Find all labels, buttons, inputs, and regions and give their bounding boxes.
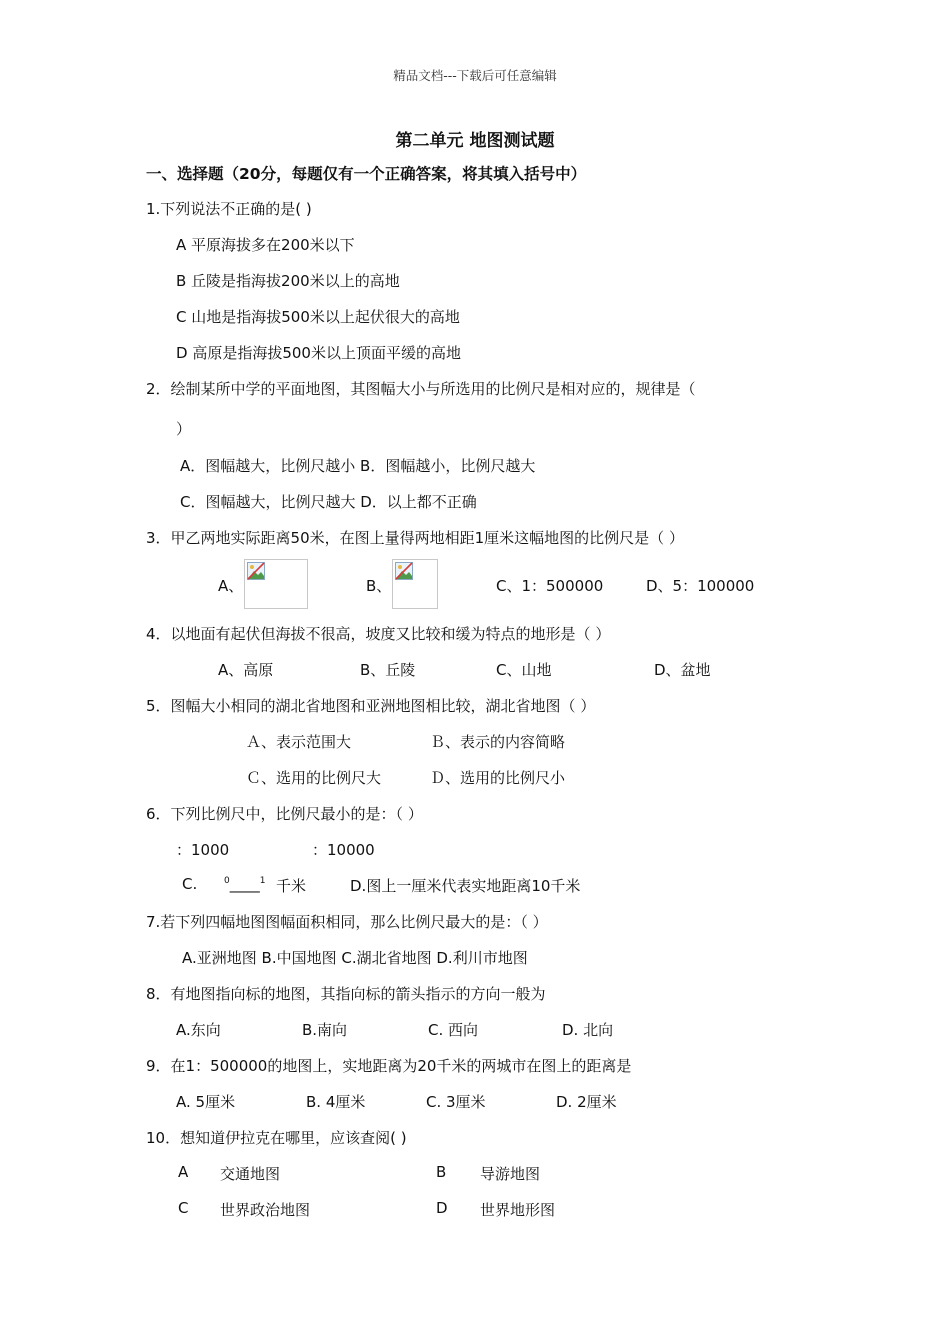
question-9-stem: 9．在1：500000的地图上，实地距离为20千米的两城市在图上的距离是 [146,1057,632,1075]
question-9-option-c: C. 3厘米 [426,1093,486,1111]
question-9-option-d: D. 2厘米 [556,1093,617,1111]
question-6-option-c-scale [224,875,265,893]
question-3-option-c: C、1：500000 [496,577,604,595]
broken-image-icon [395,562,413,580]
question-3-option-a: A、 [218,577,244,595]
question-6-option-c-unit: 千米 [276,877,307,895]
question-8-option-a: A.东向 [176,1021,221,1039]
question-10-option-d: 世界地形图 [480,1201,556,1219]
question-1-option-d: D 高原是指海拔500米以上顶面平缓的高地 [176,344,461,362]
question-3-option-d: D、5：100000 [646,577,755,595]
scale-zero: 0 [224,876,230,886]
question-2-options-ab: A．图幅越大，比例尺越小 B．图幅越小，比例尺越大 [180,457,536,475]
question-2-stem-end: ） [176,420,192,438]
question-6-option-b: ：10000 [312,841,375,859]
question-10-option-c-letter: C [178,1199,189,1217]
question-9-option-a: A. 5厘米 [176,1093,236,1111]
question-7-options: A.亚洲地图 B.中国地图 C.湖北省地图 D.利川市地图 [182,949,528,967]
question-6-option-c-prefix: C. [182,875,198,893]
question-5-stem: 5．图幅大小相同的湖北省地图和亚洲地图相比较，湖北省地图（ ） [146,697,596,715]
scale-one: 1 [259,876,266,886]
question-3-stem: 3．甲乙两地实际距离50米，在图上量得两地相距1厘米这幅地图的比例尺是（ ） [146,529,684,547]
question-1-stem: 1.下列说法不正确的是( ) [146,200,312,218]
page-header: 精品文档---下载后可任意编辑 [393,68,557,83]
question-10-stem: 10．想知道伊拉克在哪里，应该查阅( ) [146,1129,407,1147]
question-8-option-c: C. 西向 [428,1021,479,1039]
question-1-option-b: B 丘陵是指海拔200米以上的高地 [176,272,400,290]
question-5-option-b: Ｂ、表示的内容简略 [430,733,566,751]
question-8-option-b: B.南向 [302,1021,348,1039]
missing-image-b [392,559,438,609]
missing-image-a [244,559,308,609]
question-10-option-d-letter: D [436,1199,448,1217]
question-5-option-a: Ａ、表示范围大 [246,733,352,751]
question-4-option-d: D、盆地 [654,661,711,679]
question-8-stem: 8．有地图指向标的地图，其指向标的箭头指示的方向一般为 [146,985,546,1003]
broken-image-icon [247,562,265,580]
question-6-option-a: ：1000 [176,841,230,859]
question-10-option-b: 导游地图 [480,1165,541,1183]
question-7-stem: 7.若下列四幅地图图幅面积相同，那么比例尺最大的是：（ ） [146,913,548,931]
question-4-option-a: A、高原 [218,661,274,679]
question-3-option-b: B、 [366,577,392,595]
question-10-option-b-letter: B [436,1163,447,1181]
question-10-option-c: 世界政治地图 [220,1201,311,1219]
question-5-option-c: Ｃ、选用的比例尺大 [246,769,382,787]
question-6-option-d: D.图上一厘米代表实地距离10千米 [350,877,581,895]
question-5-option-d: Ｄ、选用的比例尺小 [430,769,566,787]
question-4-stem: 4．以地面有起伏但海拔不很高，坡度又比较和缓为特点的地形是（ ） [146,625,611,643]
question-4-option-b: B、丘陵 [360,661,416,679]
question-8-option-d: D. 北向 [562,1021,614,1039]
question-6-stem: 6．下列比例尺中，比例尺最小的是：（ ） [146,805,423,823]
question-9-option-b: B. 4厘米 [306,1093,366,1111]
question-10-option-a-letter: A [178,1163,189,1181]
scale-bar-line: ____ [229,875,260,893]
question-1-option-a: A 平原海拔多在200米以下 [176,236,355,254]
question-1-option-c: C 山地是指海拔500米以上起伏很大的高地 [176,308,460,326]
section-heading: 一、选择题（20分，每题仅有一个正确答案，将其填入括号中） [146,165,587,183]
question-4-option-c: C、山地 [496,661,552,679]
page-title: 第二单元 地图测试题 [395,131,555,151]
question-10-option-a: 交通地图 [220,1165,281,1183]
question-2-stem: 2．绘制某所中学的平面地图，其图幅大小与所选用的比例尺是相对应的，规律是（ [146,380,696,398]
question-2-options-cd: C．图幅越大，比例尺越大 D．以上都不正确 [180,493,477,511]
